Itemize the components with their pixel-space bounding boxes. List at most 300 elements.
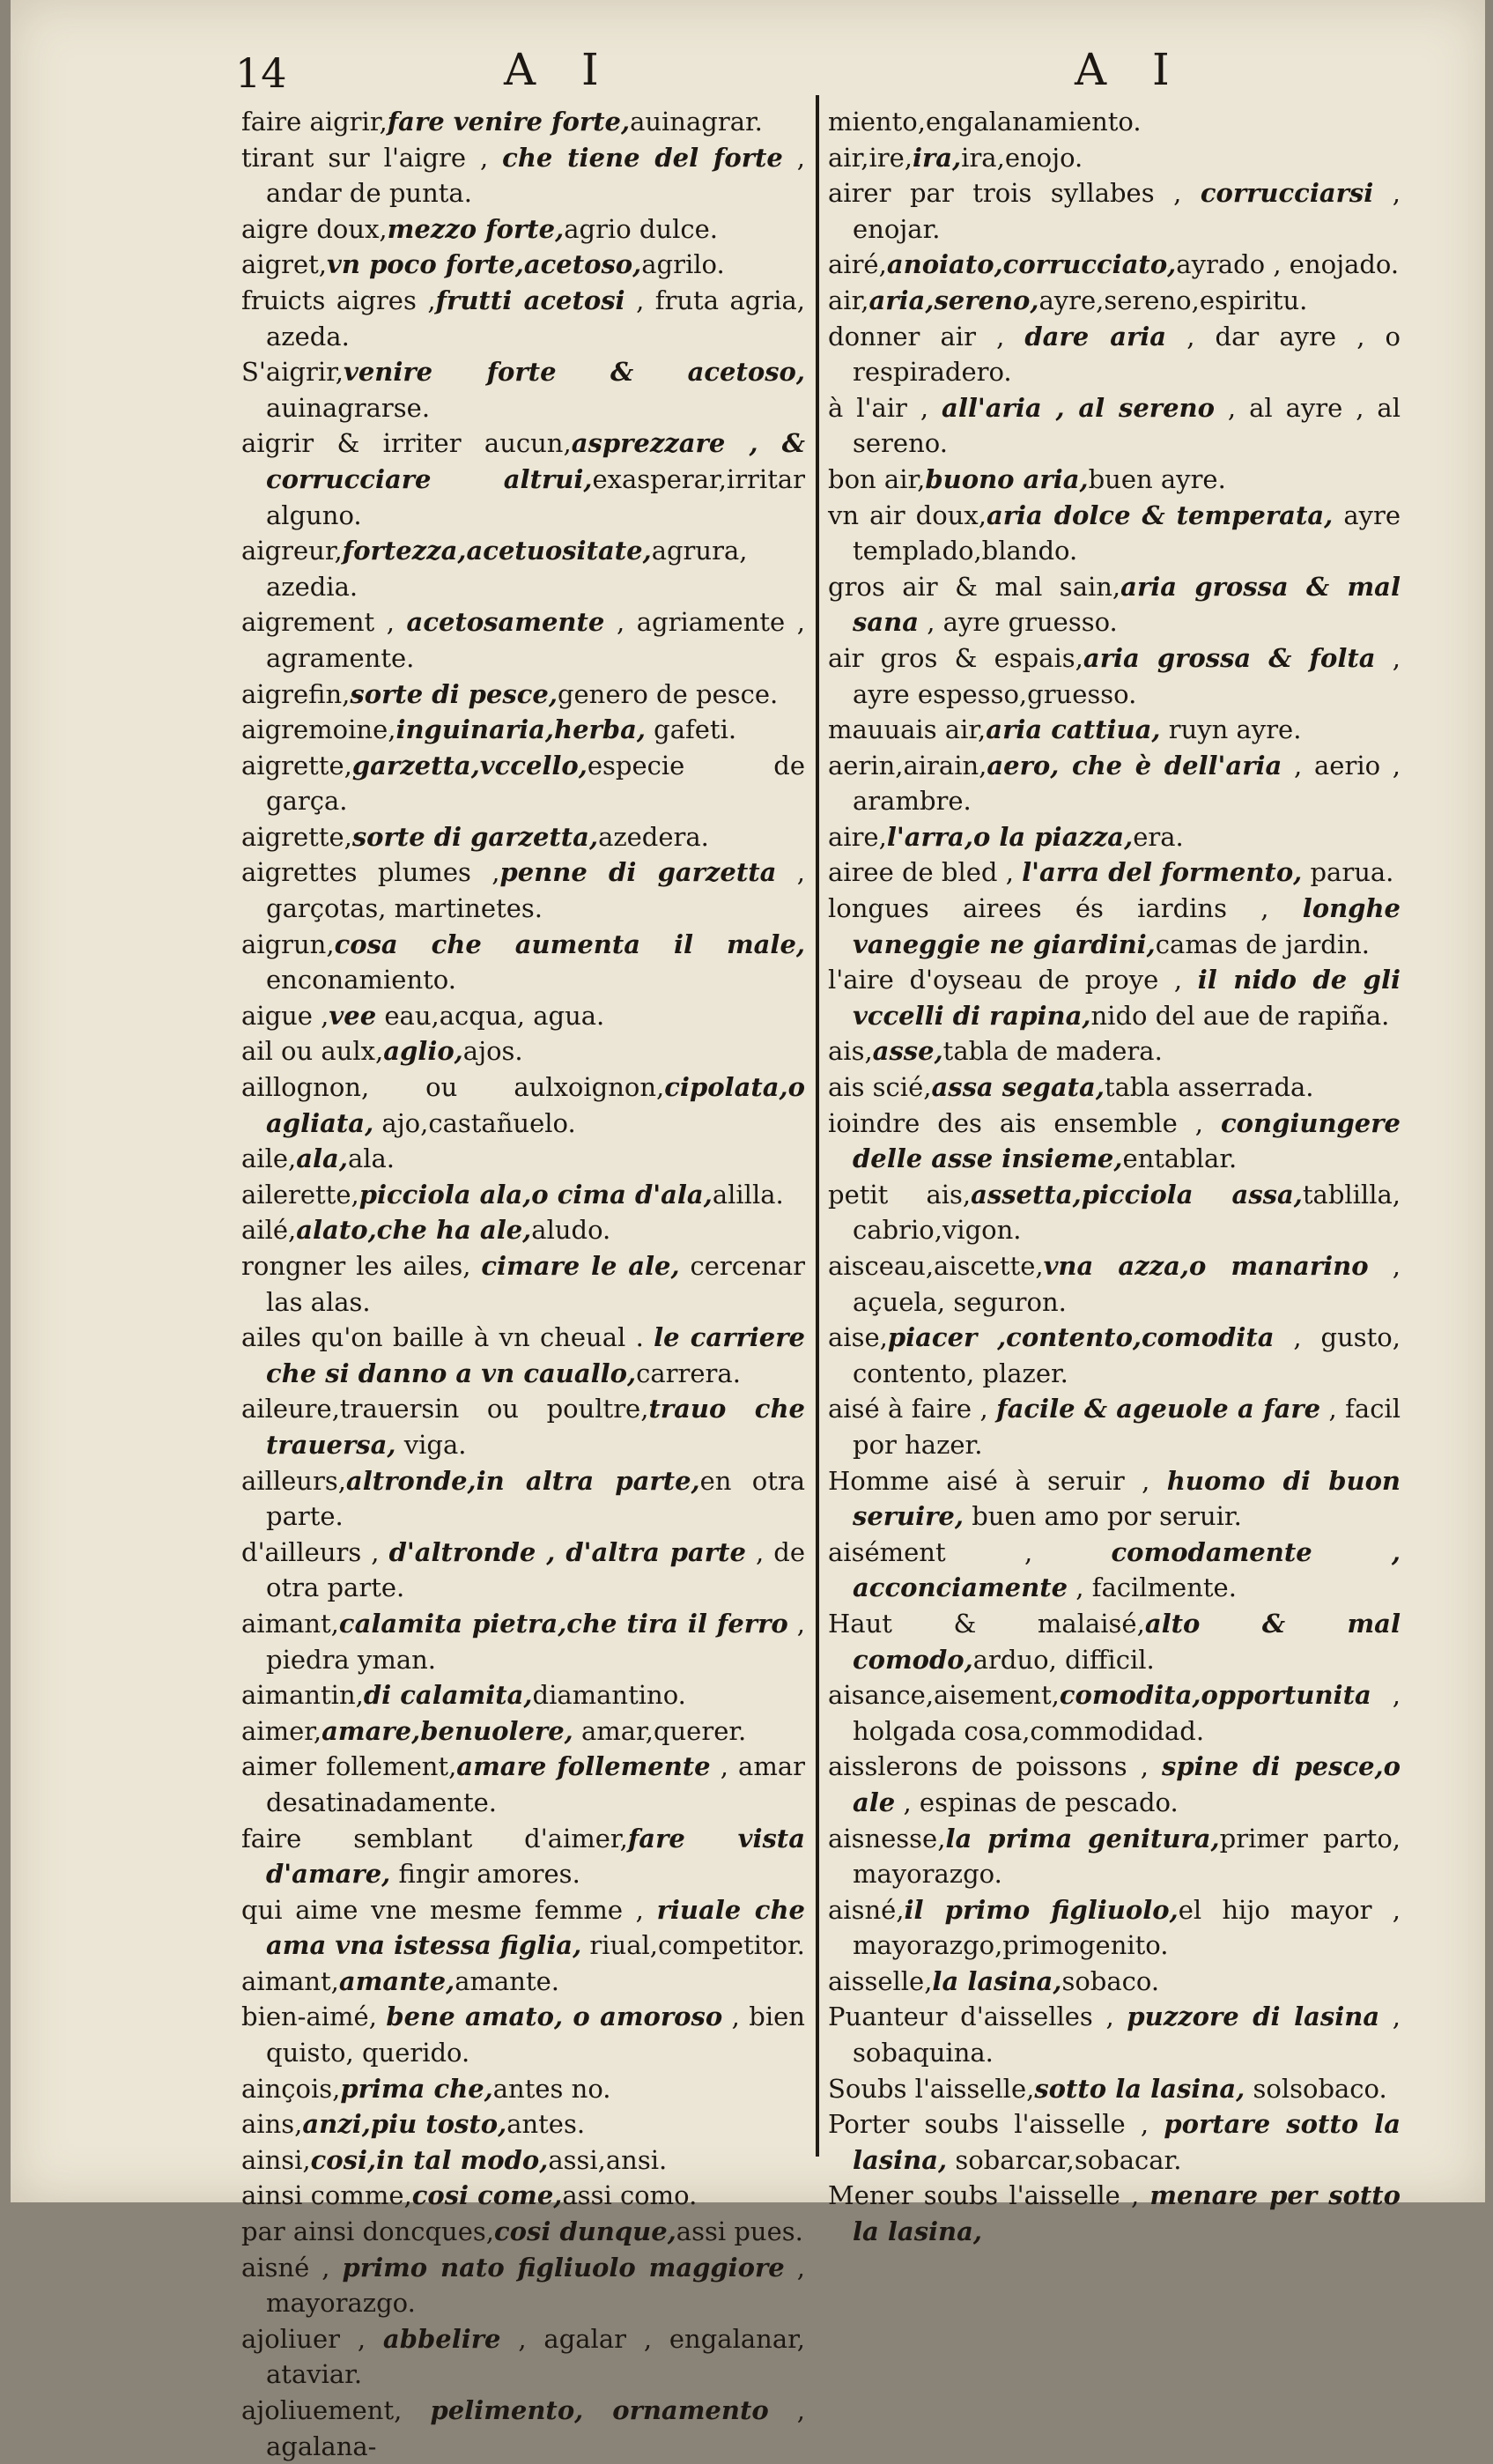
- entry-spanish: especie de garça.: [266, 750, 805, 817]
- entry-spanish: buen amo por seruir.: [963, 1501, 1242, 1532]
- entry-spanish: ayre templado,blando.: [853, 499, 1401, 566]
- entry-spanish: , espinas de pescado.: [895, 1787, 1179, 1817]
- entry-italian: picciola ala,o cima d'ala,: [358, 1179, 713, 1210]
- entry-spanish: , andar de punta.: [266, 142, 806, 209]
- dictionary-entry: [828, 569, 1401, 640]
- entry-french: aigremoine,: [241, 714, 396, 745]
- entry-italian: acetosamente: [406, 607, 605, 638]
- entry-italian: trauo che trauersa,: [266, 1394, 805, 1460]
- entry-french: aigrir & irriter aucun,: [241, 428, 572, 459]
- entry-spanish: , bien quisto, querido.: [266, 2002, 805, 2068]
- entry-french: donner air ,: [828, 321, 1025, 351]
- entry-italian: sotto la lasina,: [1034, 2073, 1245, 2104]
- entry-italian: cosi come,: [411, 2180, 563, 2211]
- entry-italian: inguinaria,herba,: [395, 714, 646, 745]
- dictionary-entry: [241, 1391, 805, 1462]
- entry-italian: di calamita,: [363, 1680, 533, 1711]
- entry-italian: aria dolce & temperata,: [986, 499, 1334, 530]
- entry-french: ainsi,: [241, 2144, 311, 2175]
- entry-spanish: antes.: [506, 2109, 586, 2140]
- entry-spanish: assi pues.: [676, 2216, 803, 2247]
- entry-french: faire aigrir,: [241, 107, 388, 137]
- dictionary-entry: [241, 1821, 805, 1892]
- entry-spanish: , fruta agria, azeda.: [266, 285, 805, 351]
- dictionary-entry: [828, 140, 1401, 176]
- dictionary-entry: [828, 1999, 1401, 2070]
- entry-french: gros air & mal sain,: [828, 571, 1121, 602]
- entry-french: ains,: [241, 2109, 303, 2140]
- entry-french: aisnesse,: [828, 1823, 946, 1854]
- entry-french: aisné ,: [241, 2252, 343, 2283]
- entry-spanish: buen ayre.: [1088, 463, 1226, 494]
- entry-french: air gros & espais,: [828, 642, 1083, 673]
- dictionary-entry: [828, 855, 1401, 891]
- entry-spanish: , sobaquina.: [853, 2002, 1401, 2068]
- entry-italian: altronde,in altra parte,: [345, 1465, 700, 1496]
- entry-french: aire,: [828, 821, 887, 852]
- entry-french: aisslerons de poissons ,: [828, 1751, 1163, 1782]
- entry-italian: assetta,picciola assa,: [971, 1179, 1303, 1210]
- entry-italian: asse,: [872, 1036, 943, 1067]
- entry-french: rongner les ailes,: [241, 1251, 482, 1281]
- entry-spanish: tabla de madera.: [942, 1036, 1163, 1067]
- entry-french: tirant sur l'aigre ,: [241, 142, 503, 173]
- entry-spanish: tablilla, cabrio,vigon.: [853, 1179, 1401, 1246]
- entry-spanish: ira,enojo.: [961, 142, 1083, 173]
- entry-spanish: fingir amores.: [390, 1859, 580, 1890]
- dictionary-entry: [241, 1964, 805, 2000]
- entry-french: S'aigrir,: [241, 357, 344, 388]
- dictionary-entry: [241, 2178, 805, 2214]
- entry-spanish: el hijo mayor , mayorazgo,primogenito.: [853, 1894, 1401, 1961]
- entry-spanish: entablar.: [1122, 1143, 1238, 1174]
- entry-italian: puzzore di lasina: [1127, 2002, 1380, 2032]
- entry-spanish: auinagrarse.: [266, 392, 431, 423]
- dictionary-entry: [828, 891, 1401, 962]
- dictionary-entry: [241, 1141, 805, 1177]
- dictionary-entry: [828, 498, 1401, 569]
- entry-french: faire semblant d'aimer,: [241, 1823, 628, 1854]
- dictionary-entry: [828, 1535, 1401, 1606]
- entry-spanish: agrilo.: [641, 249, 725, 280]
- entry-italian: comodamente , acconciamente: [853, 1536, 1401, 1603]
- entry-italian: vee: [329, 1000, 377, 1031]
- entry-spanish: aludo.: [531, 1215, 611, 1246]
- entry-spanish: amante.: [455, 1965, 559, 1996]
- entry-italian: sorte di garzetta,: [351, 821, 599, 852]
- entry-spanish: arduo, difficil.: [972, 1644, 1155, 1675]
- dictionary-entry: [828, 2106, 1401, 2178]
- entry-italian: ala,: [296, 1143, 348, 1174]
- entry-italian: vna azza,o manarino: [1043, 1251, 1369, 1281]
- dictionary-entry: [241, 1535, 805, 1606]
- dictionary-entry: [828, 1677, 1401, 1749]
- dictionary-entry: [241, 1248, 805, 1320]
- entry-italian: pelimento, ornamento: [430, 2395, 769, 2425]
- dictionary-entry: [241, 1749, 805, 1820]
- dictionary-page: [11, 0, 1485, 2461]
- dictionary-entry: [828, 1106, 1401, 1177]
- dictionary-entry: [241, 1069, 805, 1141]
- entry-italian: all'aria , al sereno: [942, 392, 1215, 423]
- entry-spanish: azedera.: [598, 821, 709, 852]
- entry-italian: primo nato figliuolo maggiore: [342, 2252, 785, 2283]
- entry-spanish: tabla asserrada.: [1104, 1072, 1314, 1103]
- entry-spanish: assi como.: [562, 2180, 698, 2211]
- entry-french: aise,: [828, 1322, 888, 1353]
- entry-french: ajoliuer ,: [241, 2323, 383, 2354]
- entry-french: aillognon, ou aulxoignon,: [241, 1072, 665, 1103]
- dictionary-entry: [828, 1821, 1401, 1892]
- entry-italian: abbelire: [382, 2323, 501, 2354]
- entry-french: ailes qu'on baille à vn cheual .: [241, 1322, 654, 1353]
- entry-spanish: , garçotas, martinetes.: [266, 857, 805, 924]
- dictionary-entry: [241, 1212, 805, 1248]
- entry-french: aigrefin,: [241, 678, 351, 709]
- entry-spanish: genero de pesce.: [557, 678, 779, 709]
- dictionary-entry: [241, 748, 805, 819]
- dictionary-entry: [241, 425, 805, 533]
- entry-italian: fortezza,acetuositate,: [342, 536, 652, 566]
- entry-french: aile,: [241, 1143, 297, 1174]
- dictionary-entry: [241, 927, 805, 998]
- dictionary-entry: [828, 1606, 1401, 1677]
- entry-spanish: , açuela, seguron.: [853, 1251, 1401, 1317]
- entry-italian: assa segata,: [931, 1072, 1105, 1103]
- dictionary-entry: [828, 2178, 1401, 2249]
- entry-french: aigrement ,: [241, 607, 407, 638]
- entry-spanish: solsobaco.: [1245, 2073, 1387, 2104]
- entry-italian: mezzo forte,: [387, 213, 565, 244]
- entry-spanish: enconamiento.: [266, 965, 456, 995]
- entry-french: par ainsi doncques,: [241, 2216, 494, 2247]
- entry-italian: cipolata,o agliata,: [266, 1072, 805, 1138]
- entry-italian: anzi,piu tosto,: [302, 2109, 507, 2140]
- dictionary-entry: [241, 2106, 805, 2142]
- dictionary-entry: [828, 748, 1401, 819]
- entry-italian: vn poco forte,acetoso,: [327, 249, 642, 280]
- entry-italian: cimare le ale,: [481, 1251, 680, 1281]
- entry-spanish: , gusto, contento, plazer.: [853, 1322, 1401, 1388]
- entry-italian: fare vista d'amare,: [266, 1823, 805, 1890]
- left-running-head: A I: [504, 44, 615, 95]
- entry-spanish: , ayre espesso,gruesso.: [853, 642, 1401, 709]
- dictionary-entry: [241, 104, 805, 140]
- entry-spanish: diamantino.: [532, 1680, 686, 1711]
- dictionary-entry: [241, 354, 805, 425]
- dictionary-entry: [828, 640, 1401, 712]
- entry-french: aimer,: [241, 1715, 322, 1746]
- entry-italian: anoiato,corrucciato,: [886, 249, 1177, 280]
- entry-spanish: riual,competitor.: [581, 1930, 805, 1961]
- entry-italian: garzetta,vccello,: [351, 750, 588, 781]
- entry-french: aigre doux,: [241, 213, 388, 244]
- dictionary-entry: [828, 1320, 1401, 1391]
- entry-spanish: gafeti.: [645, 714, 737, 745]
- entry-french: aigrette,: [241, 750, 352, 781]
- entry-french: bon air,: [828, 463, 926, 494]
- dictionary-entry: [241, 1177, 805, 1213]
- entry-italian: ira,: [912, 142, 962, 173]
- entry-spanish: , amar desatinadamente.: [266, 1751, 805, 1817]
- entry-italian: alto & mal comodo,: [853, 1608, 1401, 1675]
- entry-italian: l'arra,o la piazza,: [886, 821, 1134, 852]
- dictionary-entry: [241, 1606, 805, 1677]
- dictionary-entry: [828, 2071, 1401, 2107]
- entry-french: aimant,: [241, 1608, 339, 1639]
- dictionary-entry: [241, 533, 805, 604]
- entry-french: à l'air ,: [828, 392, 942, 423]
- dictionary-entry: [241, 247, 805, 283]
- entry-italian: fare venire forte,: [387, 107, 631, 137]
- entry-french: air,ire,: [828, 142, 913, 173]
- left-column: [241, 104, 805, 2464]
- entry-spanish: , aerio , arambre.: [853, 750, 1401, 817]
- entry-italian: aero, che è dell'aria: [987, 750, 1282, 781]
- entry-italian: aria,sereno,: [868, 285, 1039, 315]
- dictionary-entry: [241, 211, 805, 248]
- entry-spanish: en otra parte.: [266, 1465, 806, 1532]
- dictionary-entry: [241, 2214, 805, 2250]
- entry-spanish: primer parto, mayorazgo.: [853, 1823, 1401, 1890]
- entry-italian: aria grossa & folta: [1083, 642, 1376, 673]
- dictionary-entry: [241, 1677, 805, 1713]
- entry-french: aisé à faire ,: [828, 1394, 997, 1424]
- entry-italian: huomo di buon seruire,: [853, 1465, 1401, 1532]
- entry-italian: prima che,: [340, 2073, 493, 2104]
- entry-italian: buono aria,: [925, 463, 1089, 494]
- entry-italian: dare aria: [1024, 321, 1167, 351]
- entry-french: ais scié,: [828, 1072, 932, 1103]
- dictionary-entry: [241, 712, 805, 748]
- dictionary-entry: [241, 283, 805, 354]
- entry-spanish: exasperar,irritar alguno.: [266, 463, 805, 530]
- dictionary-entry: [828, 1892, 1401, 1964]
- dictionary-entry: [241, 2250, 805, 2321]
- dictionary-entry: [241, 1463, 805, 1535]
- entry-italian: penne di garzetta: [499, 857, 777, 888]
- entry-italian: l'arra del formento,: [1022, 857, 1303, 888]
- dictionary-entry: [828, 962, 1401, 1033]
- entry-french: aisément ,: [828, 1536, 1112, 1567]
- entry-spanish: , piedra yman.: [266, 1608, 805, 1675]
- entry-french: airer par trois syllabes ,: [828, 178, 1201, 209]
- dictionary-entry: [241, 819, 805, 855]
- entry-french: vn air doux,: [828, 499, 987, 530]
- dictionary-entry: [241, 604, 805, 676]
- entry-french: ailerette,: [241, 1179, 359, 1210]
- entry-italian: comodita,opportunita: [1059, 1680, 1371, 1711]
- entry-spanish: sobaco.: [1061, 1965, 1160, 1996]
- entry-spanish: auinagrar.: [630, 107, 763, 137]
- entry-french: aileure,trauersin ou poultre,: [241, 1394, 649, 1424]
- dictionary-entry: [828, 1749, 1401, 1820]
- entry-spanish: ruyn ayre.: [1160, 714, 1302, 745]
- entry-italian: aglio,: [383, 1036, 463, 1067]
- dictionary-entry: [828, 819, 1401, 855]
- dictionary-entry: [828, 712, 1401, 748]
- entry-french: petit ais,: [828, 1179, 972, 1210]
- entry-french: aigrette,: [241, 821, 352, 852]
- dictionary-entry: [241, 2321, 805, 2393]
- entry-french: l'aire d'oyseau de proye ,: [828, 965, 1198, 995]
- entry-italian: che tiene del forte: [502, 142, 783, 173]
- dictionary-entry: [828, 1964, 1401, 2000]
- entry-french: aigue ,: [241, 1000, 329, 1031]
- entry-french: aigret,: [241, 249, 328, 280]
- entry-spanish: eau,acqua, agua.: [376, 1000, 605, 1031]
- dictionary-entry: [828, 390, 1401, 462]
- entry-italian: sorte di pesce,: [350, 678, 558, 709]
- entry-italian: menare per sotto la lasina,: [853, 2180, 1401, 2247]
- entry-italian: amare follemente: [456, 1751, 711, 1782]
- entry-spanish: ala.: [347, 1143, 395, 1174]
- dictionary-entry: [241, 2142, 805, 2179]
- entry-french: air,: [828, 285, 869, 315]
- entry-italian: le carriere che si danno a vn cauallo,: [266, 1322, 805, 1388]
- entry-italian: facile & ageuole a fare: [996, 1394, 1321, 1424]
- entry-italian: asprezzare , & corrucciare altrui,: [266, 428, 805, 494]
- entry-spanish: ajo,castañuelo.: [373, 1107, 576, 1138]
- entry-italian: amare,benuolere,: [322, 1715, 573, 1746]
- dictionary-entry: [828, 175, 1401, 247]
- entry-spanish: agrio dulce.: [564, 213, 719, 244]
- entry-italian: riuale che ama vna istessa figlia,: [266, 1894, 805, 1961]
- dictionary-entry: [828, 283, 1401, 319]
- entry-spanish: ayre,sereno,espiritu.: [1038, 285, 1308, 315]
- entry-french: Haut & malaisé,: [828, 1608, 1145, 1639]
- dictionary-entry: [241, 677, 805, 713]
- dictionary-entry: [828, 1391, 1401, 1462]
- entry-french: aimer follement,: [241, 1751, 457, 1782]
- entry-french: aigrun,: [241, 929, 335, 959]
- entry-italian: spine di pesce,o ale: [853, 1751, 1401, 1817]
- entry-italian: alato,che ha ale,: [296, 1215, 532, 1246]
- entry-spanish: , holgada cosa,commodidad.: [853, 1680, 1401, 1746]
- entry-spanish: carrera.: [636, 1358, 741, 1388]
- entry-french: aisance,aisement,: [828, 1680, 1060, 1711]
- entry-italian: congiungere delle asse insieme,: [853, 1107, 1401, 1174]
- entry-spanish: amar,querer.: [573, 1715, 747, 1746]
- entry-italian: aria grossa & mal sana: [853, 571, 1401, 638]
- entry-italian: amante,: [338, 1965, 455, 1996]
- entry-french: fruicts aigres ,: [241, 285, 436, 315]
- entry-french: aigrettes plumes ,: [241, 857, 500, 888]
- entry-spanish: , dar ayre , o respiradero.: [853, 321, 1401, 388]
- entry-french: ainçois,: [241, 2073, 341, 2104]
- dictionary-entry: [828, 247, 1401, 283]
- entry-italian: piacer ,contento,comodita: [887, 1322, 1275, 1353]
- entry-spanish: , agalana-: [266, 2395, 805, 2461]
- entry-french: Puanteur d'aisselles ,: [828, 2002, 1127, 2032]
- entry-spanish: , facilmente.: [1068, 1572, 1237, 1603]
- entry-spanish: agrura, azedia.: [266, 536, 748, 602]
- entry-french: ais,: [828, 1036, 873, 1067]
- dictionary-entry: [828, 104, 1401, 140]
- entry-spanish: sobarcar,sobacar.: [947, 2144, 1182, 2175]
- page-number: 14: [235, 49, 287, 97]
- entry-spanish: , facil por hazer.: [853, 1394, 1401, 1460]
- entry-french: Soubs l'aisselle,: [828, 2073, 1035, 2104]
- entry-french: qui aime vne mesme femme ,: [241, 1894, 657, 1925]
- entry-italian: cosa che aumenta il male,: [334, 929, 805, 959]
- entry-italian: la prima genitura,: [945, 1823, 1220, 1854]
- entry-french: ainsi comme,: [241, 2180, 412, 2211]
- column-divider: [816, 95, 819, 2157]
- entry-french: ail ou aulx,: [241, 1036, 384, 1067]
- dictionary-entry: [828, 1463, 1401, 1535]
- dictionary-entry: [241, 1999, 805, 2070]
- dictionary-entry: [828, 1069, 1401, 1106]
- dictionary-entry: [828, 1177, 1401, 1248]
- right-running-head: A I: [1075, 44, 1186, 95]
- dictionary-entry: [241, 1033, 805, 1069]
- entry-french: aerin,airain,: [828, 750, 987, 781]
- entry-spanish: antes no.: [492, 2073, 611, 2104]
- entry-french: aimantin,: [241, 1680, 364, 1711]
- entry-spanish: nido del aue de rapiña.: [1090, 1000, 1390, 1031]
- entry-spanish: ajos.: [462, 1036, 523, 1067]
- entry-italian: cosi,in tal modo,: [310, 2144, 549, 2175]
- entry-italian: cosi dunque,: [494, 2216, 676, 2247]
- entry-french: aimant,: [241, 1965, 339, 1996]
- entry-spanish: , agalar , engalanar, ataviar.: [266, 2323, 806, 2390]
- dictionary-entry: [241, 1320, 805, 1391]
- entry-spanish: , agriamente , agramente.: [266, 607, 805, 673]
- entry-french: bien-aimé,: [241, 2002, 387, 2032]
- entry-french: Mener soubs l'aisselle ,: [828, 2180, 1150, 2211]
- entry-french: aisceau,aiscette,: [828, 1251, 1044, 1281]
- entry-italian: portare sotto la lasina,: [853, 2109, 1401, 2175]
- dictionary-entry: [241, 2393, 805, 2464]
- entry-french: longues airees és iardins ,: [828, 893, 1303, 924]
- entry-french: aisselle,: [828, 1965, 933, 1996]
- dictionary-entry: [241, 855, 805, 926]
- right-column: [828, 104, 1401, 2250]
- dictionary-entry: [241, 140, 805, 211]
- entry-italian: il primo figliuolo,: [904, 1894, 1179, 1925]
- entry-spanish: camas de jardin.: [1155, 929, 1371, 959]
- entry-french: Porter soubs l'aisselle ,: [828, 2109, 1164, 2140]
- dictionary-entry: [241, 998, 805, 1034]
- entry-spanish: , al ayre , al sereno.: [853, 392, 1401, 459]
- entry-spanish: ayrado , enojado.: [1176, 249, 1400, 280]
- dictionary-entry: [828, 1248, 1401, 1320]
- entry-italian: il nido de gli vccelli di rapina,: [853, 965, 1401, 1031]
- entry-french: mauuais air,: [828, 714, 987, 745]
- entry-spanish: , de otra parte.: [266, 1536, 805, 1603]
- entry-italian: bene amato, o amoroso: [386, 2002, 723, 2032]
- entry-spanish: , ayre gruesso.: [919, 607, 1118, 638]
- entry-french: aigreur,: [241, 536, 343, 566]
- entry-spanish: parua.: [1302, 857, 1394, 888]
- entry-french: ajoliuement,: [241, 2395, 431, 2425]
- entry-spanish: assi,ansi.: [548, 2144, 668, 2175]
- entry-french: d'ailleurs ,: [241, 1536, 389, 1567]
- entry-italian: la lasina,: [932, 1965, 1062, 1996]
- entry-italian: venire forte & acetoso,: [344, 357, 805, 388]
- dictionary-entry: [241, 1713, 805, 1750]
- entry-spanish: , enojar.: [853, 178, 1401, 244]
- entry-french: aisné,: [828, 1894, 905, 1925]
- entry-italian: longhe vaneggie ne giardini,: [853, 893, 1401, 959]
- entry-french: Homme aisé à seruir ,: [828, 1465, 1167, 1496]
- dictionary-entry: [241, 2071, 805, 2107]
- dictionary-entry: [828, 1033, 1401, 1069]
- entry-french: ailé,: [241, 1215, 297, 1246]
- entry-french: airee de bled ,: [828, 857, 1023, 888]
- entry-spanish: miento,engalanamiento.: [828, 107, 1142, 137]
